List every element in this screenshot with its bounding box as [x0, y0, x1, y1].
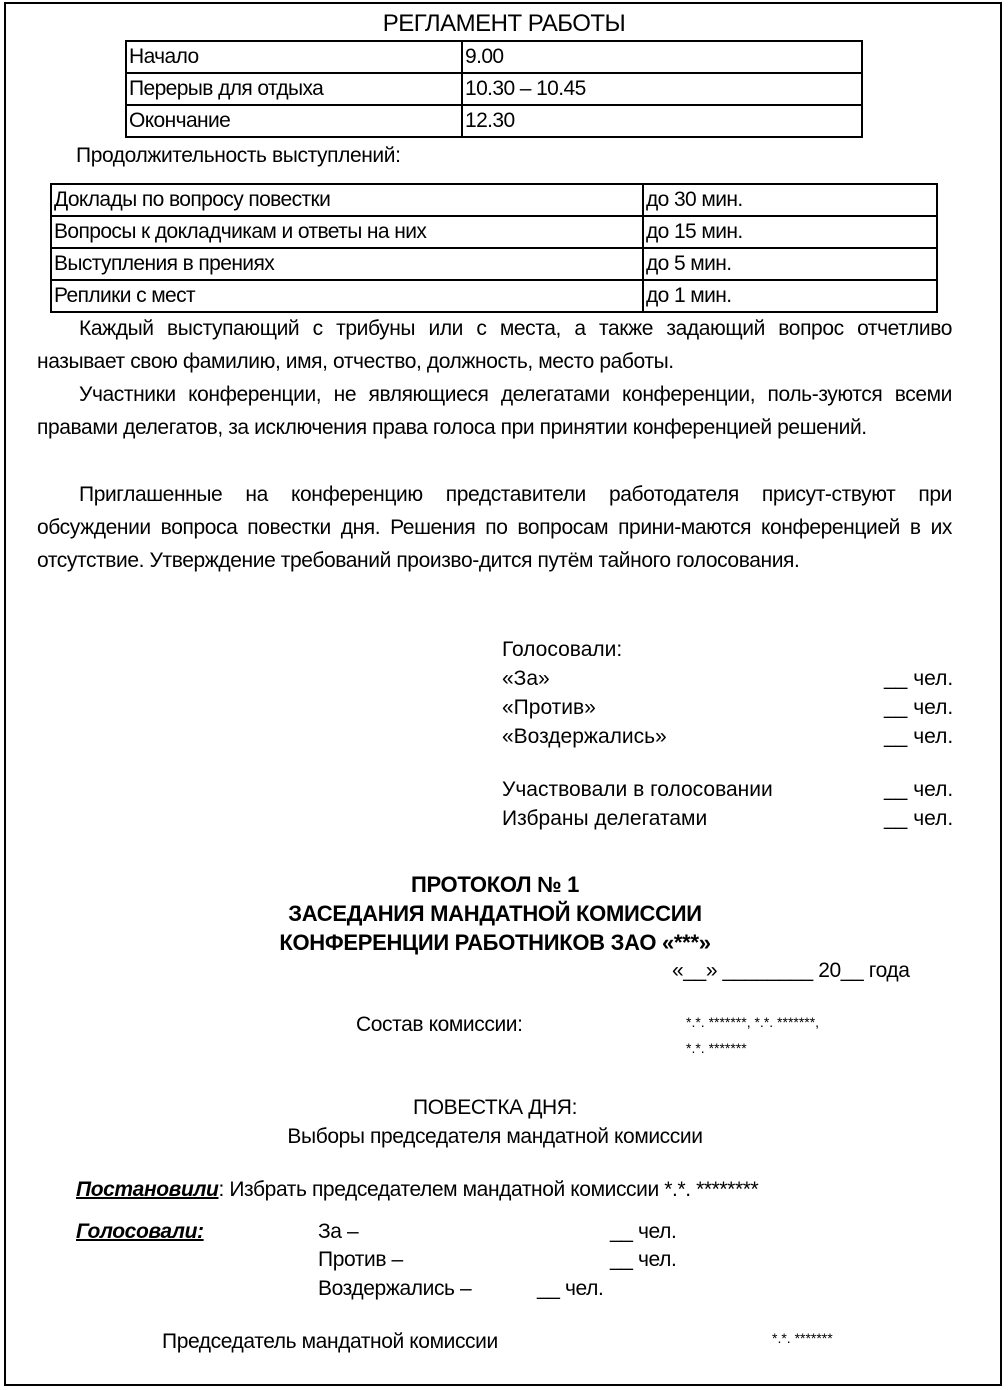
duration-value: до 1 мин.	[643, 280, 937, 312]
protocol-subtitle: ЗАСЕДАНИЯ МАНДАТНОЙ КОМИССИИ	[288, 901, 702, 926]
vote-count: __ чел.	[884, 696, 954, 719]
chair-name: *.*. *******	[772, 1330, 833, 1346]
table-row	[51, 216, 937, 248]
summary-count: __ чел.	[884, 807, 954, 830]
table-row	[126, 41, 862, 73]
agenda-item: Выборы председателя мандатной комиссии	[287, 1125, 703, 1148]
durations-label: Продолжительность выступлений:	[76, 144, 401, 167]
vote-label: За –	[318, 1220, 359, 1243]
schedule-value: 9.00	[462, 41, 862, 73]
commission-members: *.*. *******, *.*. *******,	[686, 1014, 820, 1030]
protocol-date: «__» ________ 20__ года	[672, 959, 910, 982]
schedule-label: Окончание	[126, 105, 462, 137]
vote-label: Против –	[318, 1248, 403, 1271]
summary-label: Участвовали в голосовании	[502, 778, 773, 801]
protocol-subtitle: КОНФЕРЕНЦИИ РАБОТНИКОВ ЗАО «***»	[279, 930, 711, 955]
table-row	[126, 105, 862, 137]
paragraph-invited: Приглашенные на конференцию представители работодателя присут-ствуют при обсуждении вопроса повестки дня. Решения по вопросам прини-маются конференцией в их отсутствие. Утверждение требований произво-дится путём тайного голосования.	[37, 483, 952, 572]
table-row	[51, 248, 937, 280]
schedule-value: 10.30 – 10.45	[462, 73, 862, 105]
resolved-text: : Избрать председателем мандатной комиссии *.*. ********	[218, 1178, 759, 1201]
vote-count: __ чел.	[537, 1277, 604, 1300]
duration-value: до 5 мин.	[643, 248, 937, 280]
duration-label: Выступления в прениях	[51, 248, 643, 280]
commission-members: *.*. *******	[686, 1040, 747, 1056]
schedule-label: Перерыв для отдыха	[126, 73, 462, 105]
schedule-title: РЕГЛАМЕНТ РАБОТЫ	[382, 10, 626, 37]
chair-label: Председатель мандатной комиссии	[162, 1330, 498, 1353]
schedule-value: 12.30	[462, 105, 862, 137]
paragraph-speakers: Каждый выступающий с трибуны или с места, а также задающий вопрос отчетливо называет свою фамилию, имя, отчество, должность, место работы.	[37, 317, 952, 373]
durations-table	[50, 183, 938, 313]
vote-count: __ чел.	[610, 1220, 677, 1243]
vote-label: «Воздержались»	[502, 725, 667, 748]
vote-label: «Против»	[502, 696, 596, 719]
resolution	[76, 1178, 758, 1202]
summary-count: __ чел.	[884, 778, 954, 801]
duration-label: Доклады по вопросу повестки	[51, 184, 643, 216]
duration-label: Вопросы к докладчикам и ответы на них	[51, 216, 643, 248]
table-row	[51, 280, 937, 312]
vote-label: Воздержались –	[318, 1277, 472, 1300]
vote-count: __ чел.	[884, 667, 954, 690]
paragraph-participants: Участники конференции, не являющиеся делегатами конференции, поль-зуются всеми правами делегатов, за исключения права голоса при принятии конференцией решений.	[37, 383, 952, 439]
duration-label: Реплики с мест	[51, 280, 643, 312]
agenda-heading: ПОВЕСТКА ДНЯ:	[413, 1096, 577, 1119]
schedule-label: Начало	[126, 41, 462, 73]
duration-value: до 15 мин.	[643, 216, 937, 248]
vote-count: __ чел.	[610, 1248, 677, 1271]
vote-count: __ чел.	[884, 725, 954, 748]
voted-label: Голосовали:	[76, 1220, 204, 1243]
schedule-table	[125, 40, 863, 138]
voting-heading: Голосовали:	[502, 638, 623, 661]
commission-label: Состав комиссии:	[356, 1013, 523, 1036]
table-row	[51, 184, 937, 216]
resolved-label: Постановили	[76, 1178, 219, 1201]
vote-label: «За»	[502, 667, 550, 690]
table-row	[126, 73, 862, 105]
protocol-title: ПРОТОКОЛ № 1	[410, 872, 580, 897]
duration-value: до 30 мин.	[643, 184, 937, 216]
summary-label: Избраны делегатами	[502, 807, 708, 830]
